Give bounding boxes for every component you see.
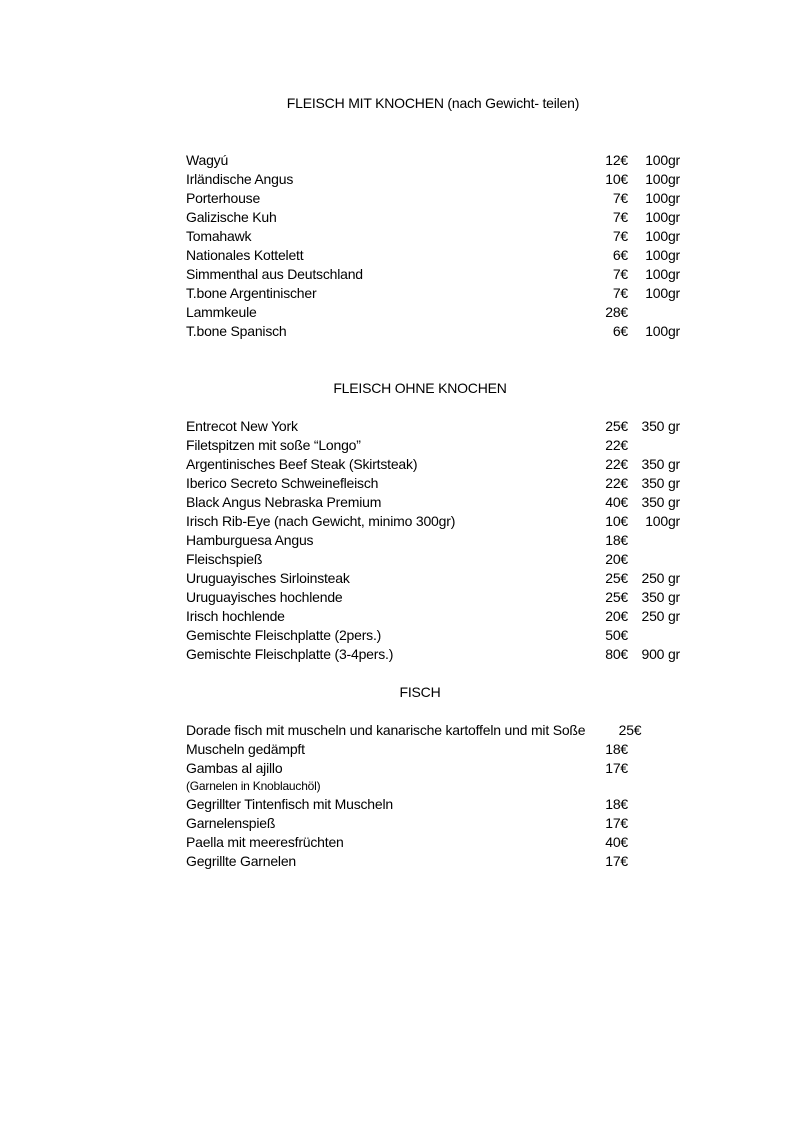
item-weight [628, 550, 680, 569]
menu-item-row [186, 795, 680, 814]
item-name: Muscheln gedämpft [186, 741, 305, 757]
item-price: 25€ [605, 589, 628, 605]
item-weight: 350 gr [641, 418, 680, 434]
item-weight [628, 531, 680, 550]
section-items [186, 151, 680, 341]
item-name-wrap [186, 645, 572, 664]
item-price: 25€ [605, 570, 628, 586]
menu-item-row [186, 493, 680, 512]
item-price: 25€ [618, 722, 642, 738]
item-weight: 100gr [645, 228, 680, 244]
item-weight: 350 gr [641, 475, 680, 491]
menu-item-row [186, 814, 680, 833]
menu-section [186, 94, 680, 341]
item-name-wrap [186, 795, 572, 814]
item-name-wrap [186, 322, 572, 341]
item-name: Irisch hochlende [186, 608, 285, 624]
item-weight [628, 852, 680, 871]
item-weight [628, 795, 680, 814]
item-name-wrap [186, 151, 572, 170]
item-weight: 100gr [645, 285, 680, 301]
item-price: 50€ [605, 627, 628, 643]
item-name-wrap [186, 814, 572, 833]
item-name: Galizische Kuh [186, 209, 277, 225]
menu-item-row [186, 512, 680, 531]
item-name-wrap [186, 303, 572, 322]
item-name: Iberico Secreto Schweinefleisch [186, 475, 379, 491]
menu-item-row [186, 455, 680, 474]
item-name: Filetspitzen mit soße “Longo” [186, 437, 361, 453]
item-weight: 100gr [645, 513, 680, 529]
item-name: Porterhouse [186, 190, 261, 206]
item-price: 17€ [605, 853, 628, 869]
item-price: 10€ [605, 171, 628, 187]
item-price: 28€ [605, 304, 628, 320]
item-name-wrap [186, 833, 572, 852]
menu-item-row [186, 607, 680, 626]
item-name-wrap [186, 759, 572, 795]
item-name: Hamburguesa Angus [186, 532, 314, 548]
item-name: Lammkeule [186, 304, 257, 320]
menu-content [186, 94, 680, 871]
menu-item-row [186, 852, 680, 871]
item-price: 22€ [605, 437, 628, 453]
item-name-wrap [186, 569, 572, 588]
item-price: 17€ [605, 815, 628, 831]
item-name-wrap [186, 531, 572, 550]
item-name: Argentinisches Beef Steak (Skirtsteak) [186, 456, 418, 472]
menu-item-row [186, 189, 680, 208]
item-price: 17€ [605, 760, 628, 776]
item-name: Gemischte Fleischplatte (3-4pers.) [186, 646, 394, 662]
item-weight: 100gr [645, 323, 680, 339]
menu-item-row [186, 740, 680, 759]
item-price: 18€ [605, 532, 628, 548]
item-weight [628, 759, 680, 795]
item-name-wrap [186, 740, 572, 759]
menu-item-row [186, 436, 680, 455]
item-name-wrap [186, 852, 572, 871]
menu-item-row [186, 833, 680, 852]
menu-item-row [186, 246, 680, 265]
item-name-wrap [186, 626, 572, 645]
item-price: 7€ [612, 228, 628, 244]
menu-item-row [186, 721, 680, 740]
item-weight [641, 721, 693, 740]
item-name-wrap [186, 265, 572, 284]
item-weight: 350 gr [641, 456, 680, 472]
menu-item-row [186, 170, 680, 189]
item-name-wrap [186, 189, 572, 208]
item-weight: 100gr [645, 247, 680, 263]
item-name-wrap [186, 474, 572, 493]
item-name: Gambas al ajillo [186, 760, 283, 776]
item-price: 6€ [612, 323, 628, 339]
item-name: Irisch Rib-Eye (nach Gewicht, minimo 300gr) [186, 513, 456, 529]
item-name-wrap [186, 284, 572, 303]
item-price: 20€ [605, 551, 628, 567]
item-name: Paella mit meeresfrüchten [186, 834, 344, 850]
item-name: Wagyú [186, 152, 229, 168]
item-name: Fleischspieß [186, 551, 263, 567]
item-weight: 900 gr [641, 646, 680, 662]
item-weight: 100gr [645, 171, 680, 187]
menu-item-row [186, 645, 680, 664]
item-name-wrap [186, 227, 572, 246]
item-price: 12€ [605, 152, 628, 168]
item-weight [628, 436, 680, 455]
item-name-wrap [186, 588, 572, 607]
item-name-wrap [186, 512, 572, 531]
item-name-wrap [186, 417, 572, 436]
item-name-wrap [186, 721, 585, 740]
item-price: 40€ [605, 494, 628, 510]
item-name-wrap [186, 208, 572, 227]
item-weight: 100gr [645, 190, 680, 206]
item-price: 7€ [612, 266, 628, 282]
item-weight: 100gr [645, 266, 680, 282]
item-name-wrap [186, 493, 572, 512]
item-name: Nationales Kottelett [186, 247, 304, 263]
item-price: 22€ [605, 456, 628, 472]
item-price: 22€ [605, 475, 628, 491]
item-name: Entrecot New York [186, 418, 298, 434]
menu-item-row [186, 474, 680, 493]
menu-item-row [186, 626, 680, 645]
item-weight: 350 gr [641, 589, 680, 605]
menu-item-row [186, 550, 680, 569]
item-name: Gegrillter Tintenfisch mit Muscheln [186, 796, 393, 812]
item-name: Uruguayisches Sirloinsteak [186, 570, 350, 586]
item-name: Gegrillte Garnelen [186, 853, 297, 869]
item-weight [628, 833, 680, 852]
section-title: FLEISCH OHNE KNOCHEN [333, 380, 507, 396]
item-weight [628, 303, 680, 322]
item-weight [628, 740, 680, 759]
item-weight: 100gr [645, 209, 680, 225]
menu-section [186, 379, 680, 664]
item-weight [628, 626, 680, 645]
menu-item-row [186, 759, 680, 795]
item-price: 10€ [605, 513, 628, 529]
menu-section [186, 683, 680, 871]
item-weight: 100gr [645, 152, 680, 168]
menu-item-row [186, 265, 680, 284]
item-price: 7€ [612, 190, 628, 206]
item-name-wrap [186, 607, 572, 626]
menu-item-row [186, 208, 680, 227]
menu-item-row [186, 303, 680, 322]
item-weight: 350 gr [641, 494, 680, 510]
item-name: Tomahawk [186, 228, 252, 244]
item-name: Gemischte Fleischplatte (2pers.) [186, 627, 382, 643]
item-weight: 250 gr [641, 570, 680, 586]
menu-item-row [186, 151, 680, 170]
item-price: 25€ [605, 418, 628, 434]
item-name-wrap [186, 170, 572, 189]
item-name: T.bone Spanisch [186, 323, 287, 339]
item-price: 18€ [605, 741, 628, 757]
item-name-wrap [186, 246, 572, 265]
menu-item-row [186, 588, 680, 607]
menu-item-row [186, 531, 680, 550]
section-items [186, 417, 680, 664]
item-price: 80€ [605, 646, 628, 662]
item-name: Garnelenspieß [186, 815, 276, 831]
item-name: Simmenthal aus Deutschland [186, 266, 363, 282]
item-price: 40€ [605, 834, 628, 850]
menu-item-row [186, 284, 680, 303]
menu-item-row [186, 417, 680, 436]
item-name: Irländische Angus [186, 171, 294, 187]
item-price: 6€ [612, 247, 628, 263]
item-price: 20€ [605, 608, 628, 624]
item-name-wrap [186, 550, 572, 569]
menu-item-row [186, 569, 680, 588]
menu-item-row [186, 227, 680, 246]
item-weight: 250 gr [641, 608, 680, 624]
item-name-wrap [186, 436, 572, 455]
section-items [186, 721, 680, 871]
item-price: 7€ [612, 209, 628, 225]
item-price: 18€ [605, 796, 628, 812]
item-price: 7€ [612, 285, 628, 301]
item-name: Black Angus Nebraska Premium [186, 494, 382, 510]
item-weight [628, 814, 680, 833]
item-name-wrap [186, 455, 572, 474]
section-title: FLEISCH MIT KNOCHEN (nach Gewicht- teilen) [286, 95, 580, 111]
item-name: T.bone Argentinischer [186, 285, 317, 301]
item-note: (Garnelen in Knoblauchöl) [186, 779, 321, 793]
section-title: FISCH [399, 684, 441, 700]
menu-item-row [186, 322, 680, 341]
item-name: Dorade fisch mit muscheln und kanarische kartoffeln und mit Soße [186, 722, 586, 738]
item-name: Uruguayisches hochlende [186, 589, 343, 605]
